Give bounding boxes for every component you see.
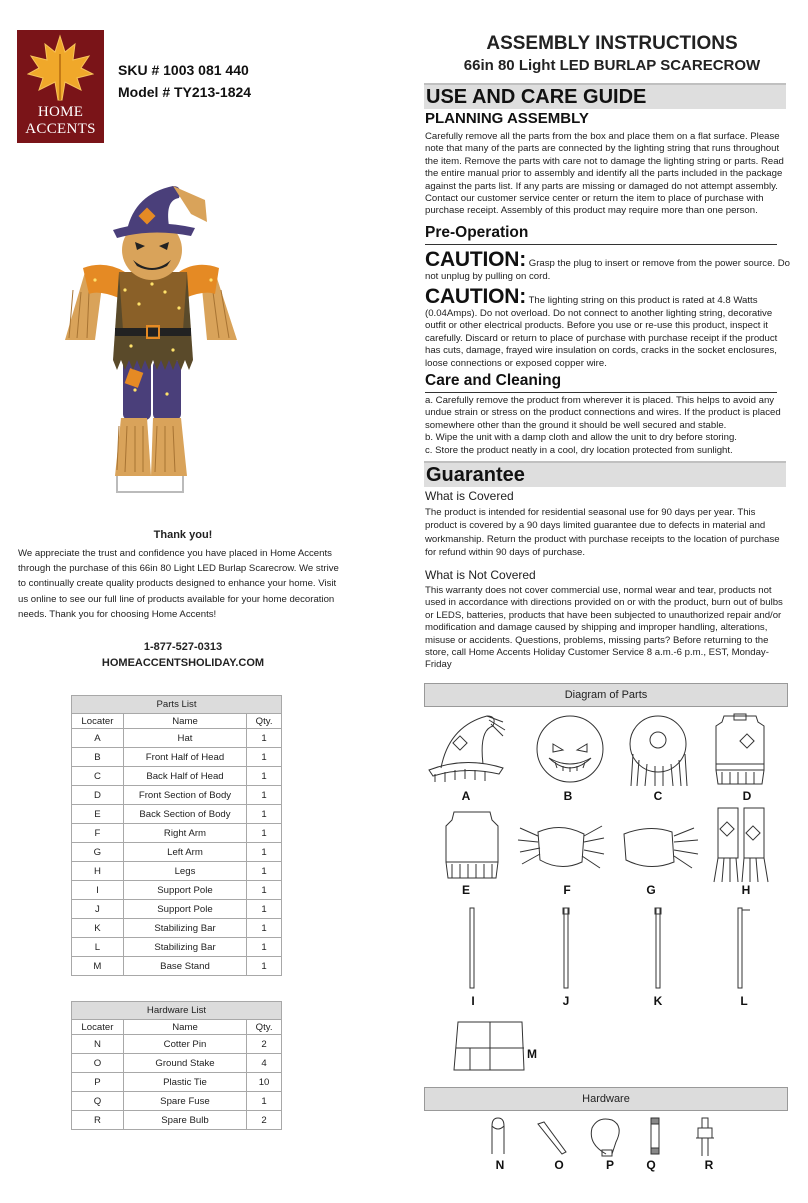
guide-title-band [424,83,786,109]
hardware-name: Ground Stake [123,1054,246,1073]
care-title: Care and Cleaning [425,372,562,389]
table-row [72,824,282,843]
covered-body: The product is intended for residential seasonal use for 90 days per year. This product is covered by a 90 days limited guarantee due to defects in material and workmanship. Return the product with purchase receipts to the location of purchase for refund within 90 days of purchase. [425,507,780,559]
part-qty: 1 [247,957,282,976]
part-name: Left Arm [123,843,246,862]
hardware-qty: 2 [247,1111,282,1130]
section-divider [425,392,777,393]
thanks-body: We appreciate the trust and confidence you have placed in Home Accents through the purchase of this 66in 80 Light LED Burlap Scarecrow. We strive to continually create quality products designed to enhance your home. Visit us online to see our full line of products available for your home decoration needs. Thank you for choosing Home Accents! [18,548,339,620]
maple-leaf-icon [27,34,94,102]
right-arm-drawing [518,822,604,874]
part-qty: 1 [247,862,282,881]
hardware-name: Cotter Pin [123,1035,246,1054]
model-number: Model # TY213-1824 [118,84,252,100]
list-item: a. Carefully remove the product from wherever it is placed. This helps to avoid any undue strain or stress on the product connections and wires. If the product is placed somewhere other than the ground it should be well secured and stable. [425,395,781,431]
guide-title: USE AND CARE GUIDE [426,86,647,108]
plastic-tie-drawing [586,1114,626,1158]
diagram-label-i: I [471,994,475,1008]
part-name: Stabilizing Bar [123,919,246,938]
hardware-qty: 4 [247,1054,282,1073]
covered-title: What is Covered [425,489,514,503]
table-row [72,1035,282,1054]
table-row [72,786,282,805]
part-name: Base Stand [123,957,246,976]
parts-list-table [71,695,282,976]
column-header: Name [123,714,246,729]
hardware-label-q: Q [646,1158,656,1172]
brand-logo [17,30,104,143]
part-qty: 1 [247,938,282,957]
brand-line2: ACCENTS [25,121,96,137]
scarecrow-product-image [55,180,265,498]
diagram-label-h: H [741,883,751,897]
hardware-bar: Hardware [424,1087,788,1111]
hardware-qty: 2 [247,1035,282,1054]
diagram-label-g: G [646,883,656,897]
part-name: Support Pole [123,900,246,919]
caution-text-2: The lighting string on this product is rated at 4.8 Watts (0.04Amps). Do not overload. Do not connect to another lighting string, decorative outfit or other electrical products. Before you use or re-use this product, inspect it carefully. Discard or return to place of purchase with purchase receipt if the product has cuts, damage, frayed wire insulation on cords, cracks in the socket enclosures, loose connections or exposed copper wire. [425,295,778,369]
part-locater: F [72,824,124,843]
table-row [72,957,282,976]
part-locater: B [72,748,124,767]
front-body-drawing [714,712,766,786]
table-row [72,900,282,919]
column-header: Locater [72,1020,124,1035]
part-qty: 1 [247,919,282,938]
part-name: Support Pole [123,881,246,900]
legs-drawing [712,804,770,884]
table-row [72,748,282,767]
diagram-of-parts-bar: Diagram of Parts [424,683,788,707]
part-name: Legs [123,862,246,881]
diagram-label-m: M [527,1047,537,1061]
document-title: ASSEMBLY INSTRUCTIONS [486,33,738,54]
brand-line1: HOME [37,104,84,120]
part-qty: 1 [247,748,282,767]
website-url: HOMEACCENTSHOLIDAY.COM [101,657,265,669]
back-head-drawing [625,714,691,788]
part-qty: 1 [247,805,282,824]
caution-block-2 [425,286,791,370]
diagram-label-j: J [562,994,570,1008]
cotter-pin-drawing [484,1116,508,1158]
diagram-label-d: D [742,789,752,803]
diagram-label-e: E [461,883,470,897]
stabilizing-bar-k-drawing [652,906,664,990]
table-row [72,729,282,748]
table-row [72,881,282,900]
left-arm-drawing [620,822,700,874]
caution-label: CAUTION: [425,248,527,271]
parts-list-caption: Parts List [72,696,282,714]
spare-fuse-drawing [646,1116,664,1156]
sku-number: SKU # 1003 081 440 [118,62,249,78]
part-qty: 1 [247,824,282,843]
diagram-label-k: K [653,994,663,1008]
hardware-locater: Q [72,1092,124,1111]
part-name: Back Half of Head [123,767,246,786]
hardware-label-r: R [704,1158,714,1172]
part-name: Front Section of Body [123,786,246,805]
spare-bulb-drawing [692,1116,718,1158]
not-covered-title: What is Not Covered [425,568,536,582]
hardware-label-p: P [605,1158,614,1172]
column-header: Locater [72,714,124,729]
diagram-label-a: A [461,789,471,803]
part-locater: H [72,862,124,881]
hardware-label-o: O [554,1158,564,1172]
caution-label: CAUTION: [425,285,527,308]
hardware-list-table [71,1001,282,1130]
guarantee-band [424,461,786,487]
customer-service-phone: 1-877-527-0313 [143,641,223,653]
part-qty: 1 [247,881,282,900]
table-row [72,862,282,881]
list-item: b. Wipe the unit with a damp cloth and allow the unit to dry before storing. [425,432,737,444]
part-qty: 1 [247,729,282,748]
support-pole-j-drawing [560,906,572,990]
part-locater: G [72,843,124,862]
table-row [72,938,282,957]
thanks-title: Thank you! [153,529,213,541]
part-name: Hat [123,729,246,748]
part-name: Back Section of Body [123,805,246,824]
hardware-name: Plastic Tie [123,1073,246,1092]
table-row [72,1092,282,1111]
support-pole-i-drawing [466,906,478,990]
hardware-list-caption: Hardware List [72,1002,282,1020]
part-locater: K [72,919,124,938]
part-qty: 1 [247,843,282,862]
hardware-locater: N [72,1035,124,1054]
table-row [72,919,282,938]
diagram-label-l: L [740,994,748,1008]
part-locater: E [72,805,124,824]
caution-text-1: Grasp the plug to insert or remove from the power source. Do not unplug by pulling on cord. [425,258,791,282]
hardware-qty: 10 [247,1073,282,1092]
hardware-label-n: N [495,1158,505,1172]
part-locater: J [72,900,124,919]
ground-stake-drawing [532,1118,568,1156]
diagram-label-f: F [563,883,571,897]
table-row [72,1111,282,1130]
not-covered-body: This warranty does not cover commercial use, normal wear and tear, products not used in accordance with directions provided on or with the product, burn out of bulbs or LEDS, batteries, products that have been subjected to unauthorized repair and/or modification and damage caused by shipping and improper handling, alterations, misuse or accidents. Questions, problems, missing parts? Before returning to the store, call Home Accents Holiday Customer Service 8 a.m.-6 p.m., EST, Monday-Friday [425,585,783,671]
base-stand-drawing [450,1018,528,1074]
table-row [72,1073,282,1092]
planning-title: PLANNING ASSEMBLY [425,110,589,127]
part-locater: A [72,729,124,748]
planning-body: Carefully remove all the parts from the box and place them on a flat surface. Please note that many of the parts are connected by the lighting string that runs throughout the item. Remove the parts with care not to damage the lighting string or parts. Read the entire manual prior to assembly and identify all the parts included in the package against the parts list. If any parts are missing or damaged do not attempt assembly. Contact our customer service center or return the item to place of purchase with purchase receipt. Assembly of this product may require more than one person. [425,131,784,217]
preop-title: Pre-Operation [425,224,529,241]
product-subtitle: 66in 80 Light LED BURLAP SCARECROW [463,57,761,74]
column-header: Qty. [247,1020,282,1035]
hardware-qty: 1 [247,1092,282,1111]
part-locater: I [72,881,124,900]
list-item: c. Store the product neatly in a cool, dry location protected from sunlight. [425,444,733,456]
hardware-locater: P [72,1073,124,1092]
hardware-name: Spare Bulb [123,1111,246,1130]
guarantee-title: Guarantee [426,464,525,486]
stabilizing-bar-l-drawing [734,906,754,990]
part-qty: 1 [247,767,282,786]
column-header: Qty. [247,714,282,729]
column-header: Name [123,1020,246,1035]
table-row [72,767,282,786]
part-locater: L [72,938,124,957]
part-name: Right Arm [123,824,246,843]
hardware-locater: R [72,1111,124,1130]
caution-block-1 [425,249,791,283]
hardware-locater: O [72,1054,124,1073]
part-name: Front Half of Head [123,748,246,767]
part-qty: 1 [247,786,282,805]
table-row [72,1054,282,1073]
care-list [425,395,791,457]
part-locater: D [72,786,124,805]
front-head-drawing [535,714,605,784]
diagram-label-c: C [653,789,663,803]
hardware-name: Spare Fuse [123,1092,246,1111]
part-qty: 1 [247,900,282,919]
hat-drawing [425,712,505,784]
back-body-drawing [444,808,500,882]
part-name: Stabilizing Bar [123,938,246,957]
table-row [72,843,282,862]
diagram-label-b: B [563,789,573,803]
part-locater: C [72,767,124,786]
table-row [72,805,282,824]
part-locater: M [72,957,124,976]
section-divider [425,244,777,245]
